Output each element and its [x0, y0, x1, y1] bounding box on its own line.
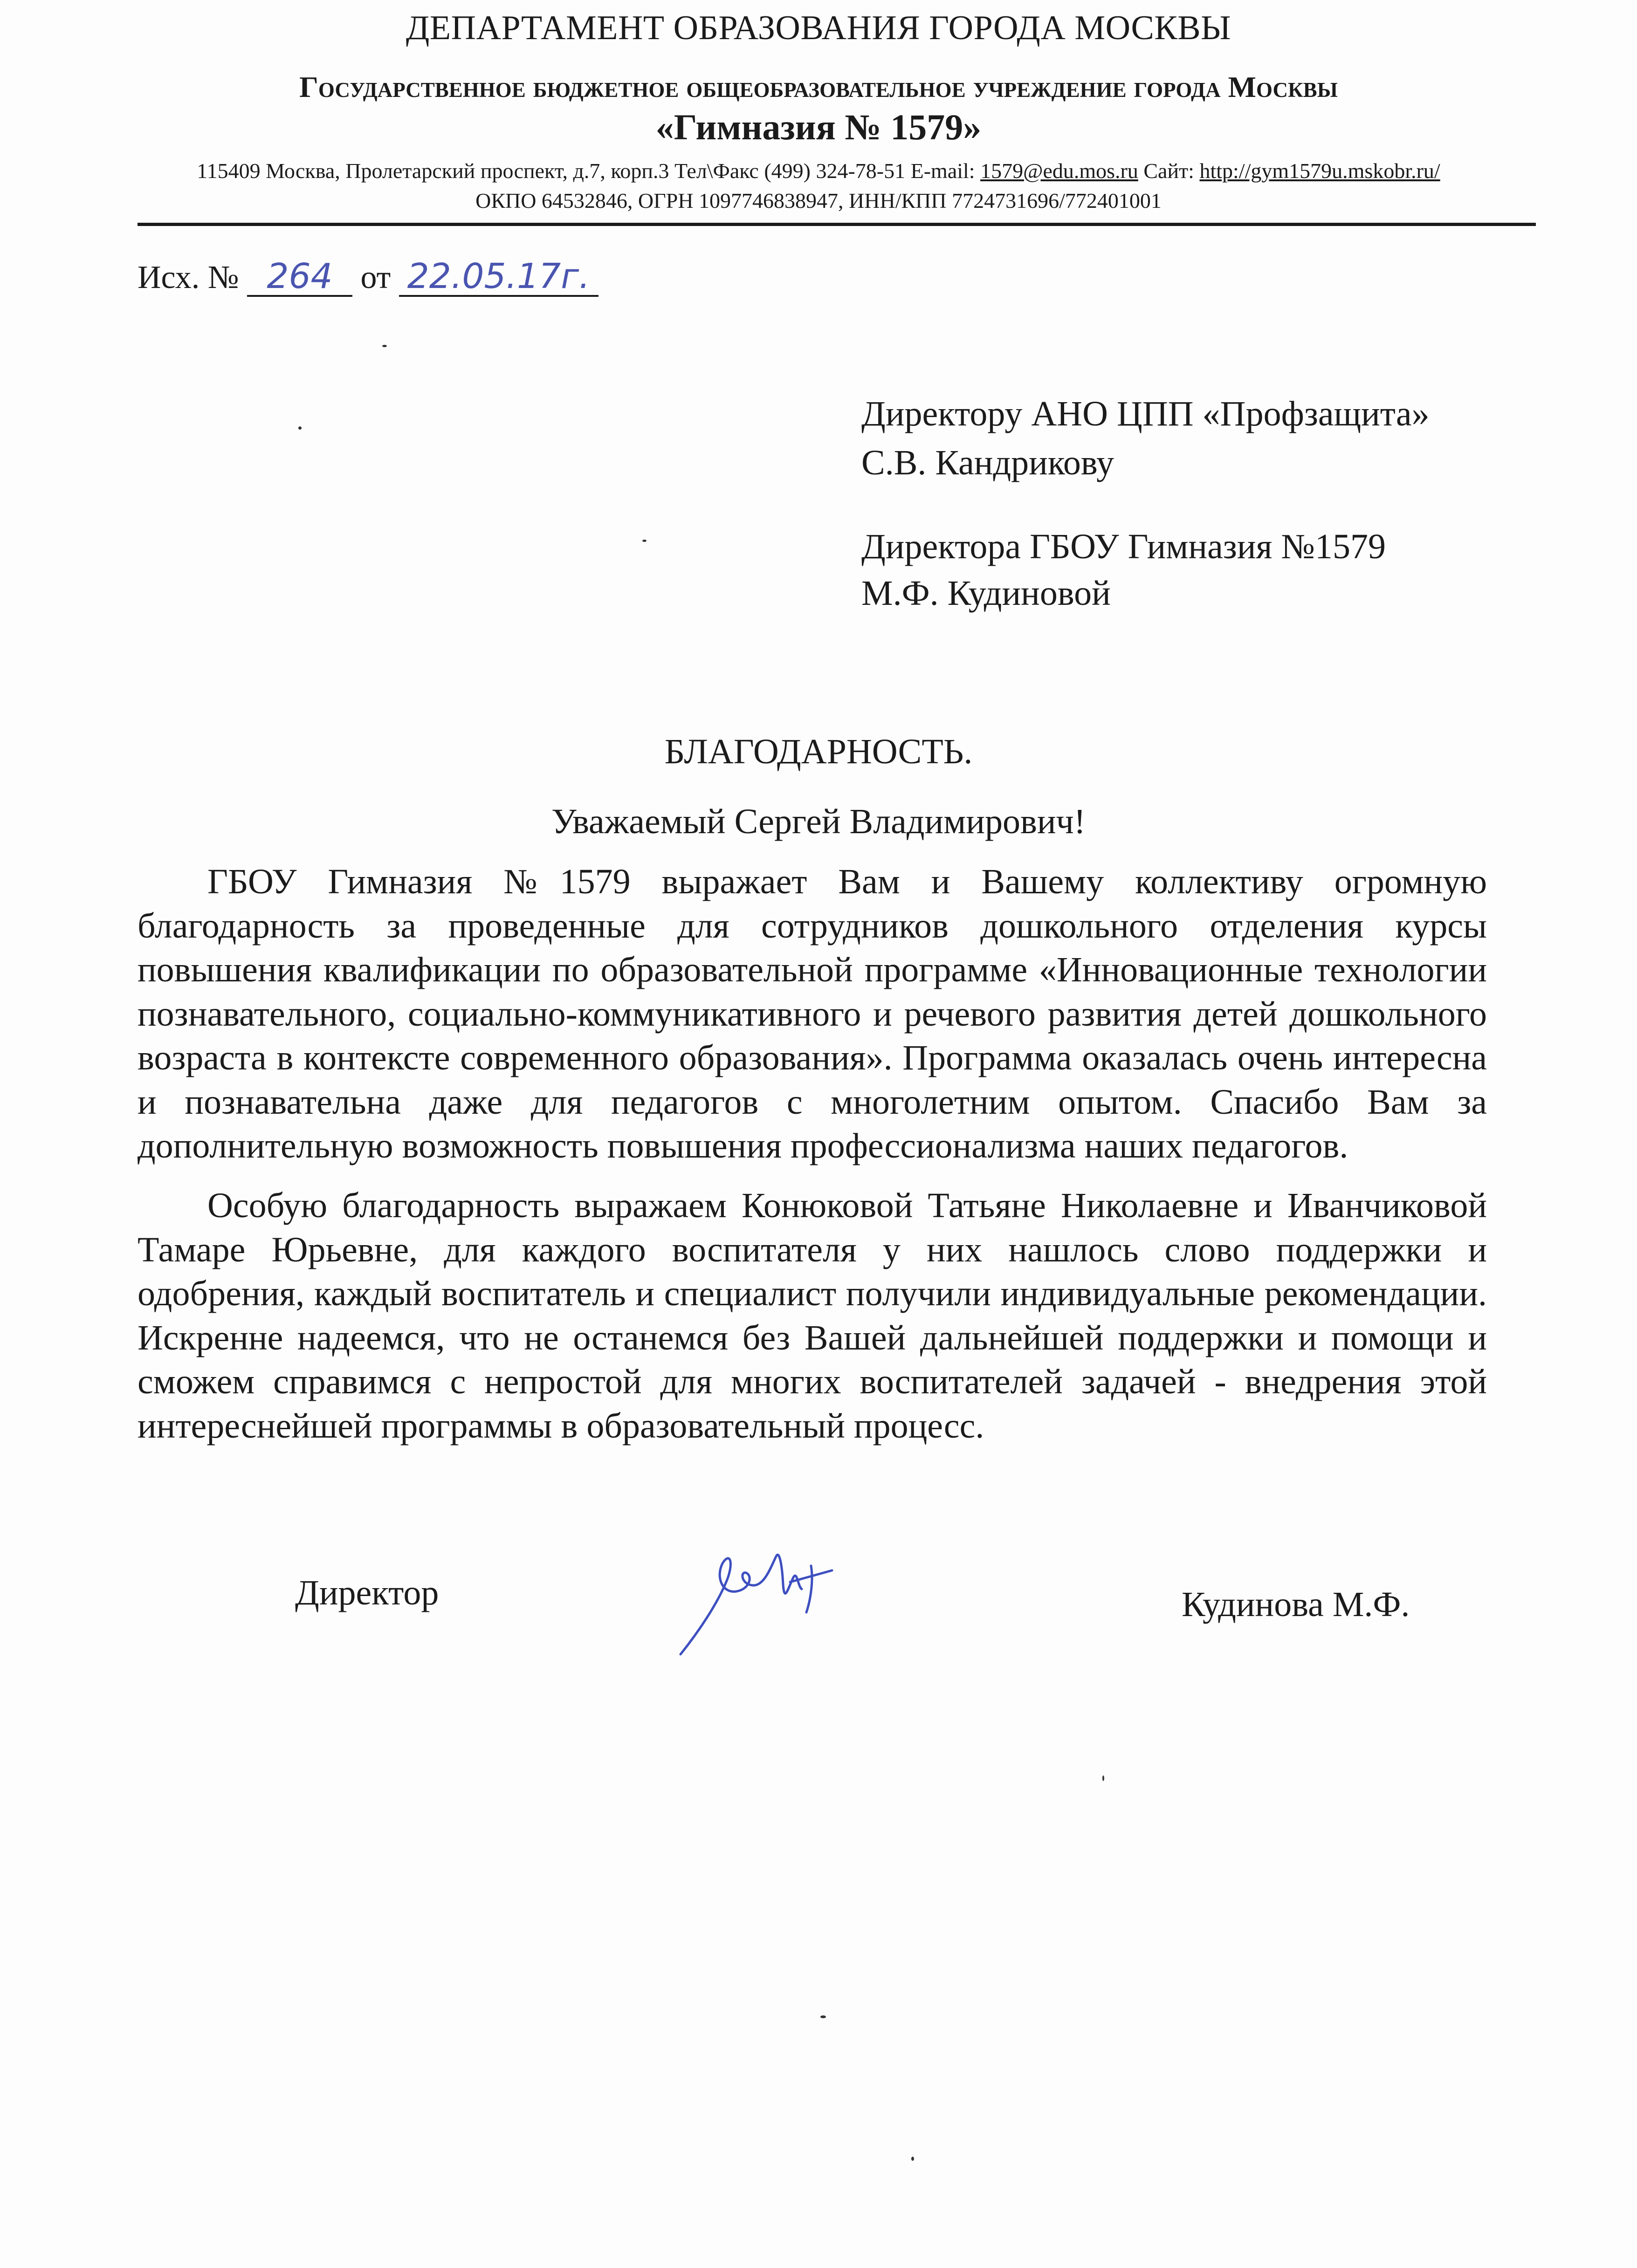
contact-line: [0, 158, 1637, 183]
addressee-sender: Директора ГБОУ Гимназия №1579: [861, 527, 1386, 566]
reference-from-label: от: [360, 260, 391, 295]
scan-speck: [298, 426, 302, 430]
signatory-name: Кудинова М.Ф.: [1182, 1585, 1410, 1624]
body-paragraph-2: Особую благодарность выражаем Конюковой Татьяне Николаевне и Иванчиковой Тамаре Юрьевне, для каждого воспитателя у них нашлось слово поддержки и одобрения, каждый воспитатель и специалист получили индивидуальные рекомендации. Искренне надеемся, что не останемся без Вашей дальнейшей поддержки и помощи и сможем справимся с непростой для многих воспитателей задачей - внедрения этой интереснейшей программы в образовательный процесс.: [138, 1186, 1487, 1446]
institution-heading: Государственное бюджетное общеобразовательное учреждение города Москвы: [299, 70, 1338, 103]
scan-speck: [382, 345, 387, 347]
letterhead-divider: [138, 223, 1536, 226]
scan-speck: [642, 540, 647, 542]
site-label: Сайт:: [1138, 159, 1200, 183]
addressee-recipient-name: С.В. Кандрикову: [861, 443, 1114, 482]
addressee-sender-name: М.Ф. Кудиновой: [861, 574, 1111, 613]
reference-date: 22.05.17г.: [399, 259, 598, 297]
handwritten-signature: [671, 1538, 867, 1664]
email-link[interactable]: 1579@edu.mos.ru: [980, 159, 1138, 183]
letter-title: БЛАГОДАРНОСТЬ.: [664, 732, 973, 771]
letter-greeting: Уважаемый Сергей Владимирович!: [551, 802, 1086, 841]
body-paragraph-1: ГБОУ Гимназия №1579 выражает Вам и Вашему коллективу огромную благодарность за проведенные для сотрудников дошкольного отделения курсы повышения квалификации по образовательной программе «Инновационные технологии познавательного, социально-коммуникативного и речевого развития детей дошкольного возраста в контексте современного образования». Программа оказалась очень интересна и познавательна даже для педагогов с многолетним опытом. Спасибо Вам за дополнительную возможность повышения профессионализма наших педагогов.: [138, 862, 1487, 1165]
signatory-role: Директор: [295, 1573, 439, 1612]
scan-speck: [911, 2157, 914, 2161]
scan-speck: [820, 2015, 826, 2018]
scan-speck: [1102, 1775, 1104, 1781]
registration-codes: ОКПО 64532846, ОГРН 1097746838947, ИНН/КПП 7724731696/772401001: [475, 189, 1162, 212]
school-name: «Гимназия № 1579»: [655, 107, 982, 147]
outgoing-reference: [138, 256, 598, 297]
addressee-recipient: Директору АНО ЦПП «Профзащита»: [861, 394, 1430, 433]
reference-number: 264: [247, 259, 352, 297]
reference-prefix: Исх. №: [138, 260, 239, 295]
department-heading: ДЕПАРТАМЕНТ ОБРАЗОВАНИЯ ГОРОДА МОСКВЫ: [406, 9, 1231, 47]
website-link[interactable]: http://gym1579u.mskobr.ru/: [1199, 159, 1440, 183]
address-text: 115409 Москва, Пролетарский проспект, д.7, корп.3 Тел\Факс (499) 324-78-51 E-mail:: [197, 159, 981, 183]
